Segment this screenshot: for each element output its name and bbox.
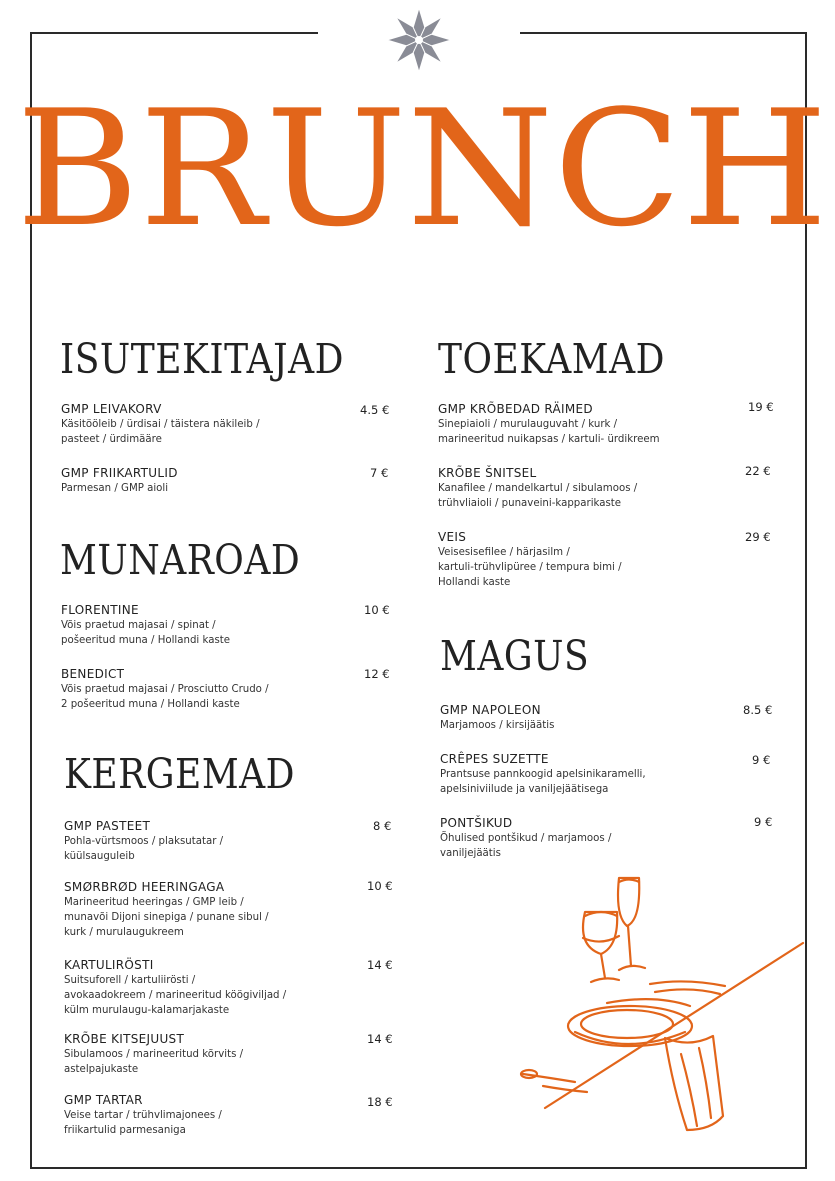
item-name: FLORENTINE: [61, 603, 139, 617]
section-title-magus: MAGUS: [440, 633, 590, 681]
menu-title-text: BRUNCH: [16, 80, 828, 240]
item-price: 7 €: [370, 466, 389, 480]
item-price: 19 €: [748, 400, 774, 414]
item-desc-line: kartuli-trühvlipüree / tempura bimi /: [438, 562, 622, 573]
frame-bottom: [30, 1167, 807, 1169]
item-desc-line: astelpajukaste: [64, 1064, 139, 1075]
item-price: 9 €: [752, 753, 771, 767]
menu-item: [61, 466, 178, 496]
item-desc-line: Sinepiaioli / murulauguvaht / kurk /: [438, 419, 618, 430]
item-desc-line: Käsitööleib / ürdisai / täistera näkileib /: [61, 419, 260, 430]
item-name: GMP NAPOLEON: [440, 703, 541, 717]
item-desc-line: külm murulaugu-kalamarjakaste: [64, 1005, 230, 1016]
item-desc-line: Marjamoos / kirsijäätis: [440, 720, 555, 731]
menu-item: [438, 402, 660, 447]
item-desc-line: Veise tartar / trühvlimajonees /: [64, 1110, 222, 1121]
menu-item: [64, 819, 223, 864]
item-name: PONTŠIKUD: [440, 816, 513, 830]
section-title-toekamad: TOEKAMAD: [438, 336, 665, 384]
item-desc-line: Võis praetud majasai / Prosciutto Crudo /: [61, 684, 269, 695]
section-title-kergemad: KERGEMAD: [64, 751, 296, 799]
item-desc-line: 2 pošeeritud muna / Hollandi kaste: [61, 699, 240, 710]
item-name: CRÊPES SUZETTE: [440, 752, 549, 766]
item-desc-line: trühvliaioli / punaveini-kapparikaste: [438, 498, 622, 509]
menu-item: [440, 752, 646, 797]
menu-item: [61, 667, 269, 712]
item-price: 4.5 €: [360, 403, 390, 417]
item-desc-line: Kanafilee / mandelkartul / sibulamoos /: [438, 483, 638, 494]
menu-item: [64, 1032, 243, 1077]
item-price: 10 €: [367, 879, 393, 893]
item-name: KRÕBE ŠNITSEL: [438, 466, 537, 480]
item-desc-line: apelsiniviilude ja vaniljejäätisega: [440, 784, 609, 795]
item-price: 8 €: [373, 819, 392, 833]
item-price: 9 €: [754, 815, 773, 829]
item-name: KRÕBE KITSEJUUST: [64, 1032, 185, 1046]
item-desc-line: Hollandi kaste: [438, 577, 511, 588]
menu-item: [440, 816, 611, 861]
section-title-isutekitajad: ISUTEKITAJAD: [60, 336, 344, 384]
menu-item: [438, 530, 622, 590]
section-title-munaroad: MUNAROAD: [60, 537, 301, 585]
frame-top-left: [30, 32, 318, 34]
menu-item: [64, 880, 269, 940]
item-desc-line: pošeeritud muna / Hollandi kaste: [61, 635, 231, 646]
item-price: 18 €: [367, 1095, 393, 1109]
item-desc-line: Suitsuforell / kartuliirösti /: [64, 975, 196, 986]
menu-item: [61, 603, 230, 648]
item-desc-line: Õhulised pontšikud / marjamoos /: [440, 833, 612, 844]
item-price: 29 €: [745, 530, 771, 544]
item-price: 22 €: [745, 464, 771, 478]
item-name: GMP KRÕBEDAD RÄIMED: [438, 402, 593, 416]
item-name: GMP TARTAR: [64, 1093, 143, 1107]
menu-title: [14, 80, 834, 240]
item-desc-line: vaniljejäätis: [440, 848, 501, 859]
item-desc-line: Võis praetud majasai / spinat /: [61, 620, 216, 631]
item-desc-line: pasteet / ürdimääre: [61, 434, 162, 445]
item-name: VEIS: [438, 530, 467, 544]
item-desc-line: munavõi Dijoni sinepiga / punane sibul /: [64, 912, 269, 923]
menu-item: [440, 703, 554, 733]
item-desc-line: Prantsuse pannkoogid apelsinikaramelli,: [440, 769, 646, 780]
item-desc-line: küülsauguleib: [64, 851, 135, 862]
item-name: GMP LEIVAKORV: [61, 402, 162, 416]
item-price: 12 €: [364, 667, 390, 681]
item-name: GMP PASTEET: [64, 819, 151, 833]
item-desc-line: Sibulamoos / marineeritud kõrvits /: [64, 1049, 244, 1060]
item-name: KARTULIRÖSTI: [64, 958, 154, 972]
frame-top-right: [520, 32, 806, 34]
star-compass-icon: [385, 6, 453, 74]
menu-item: [64, 1093, 222, 1138]
item-price: 8.5 €: [743, 703, 773, 717]
item-name: BENEDICT: [61, 667, 125, 681]
menu-item: [438, 466, 637, 511]
item-desc-line: avokaadokreem / marineeritud köögiviljad /: [64, 990, 287, 1001]
item-desc-line: Parmesan / GMP aioli: [61, 483, 169, 494]
item-desc-line: Pohla-vürtsmoos / plaksutatar /: [64, 836, 224, 847]
item-desc-line: friikartulid parmesaniga: [64, 1125, 186, 1136]
item-name: GMP FRIIKARTULID: [61, 466, 178, 480]
item-price: 10 €: [364, 603, 390, 617]
item-price: 14 €: [367, 958, 393, 972]
item-desc-line: marineeritud nuikapsas / kartuli- ürdikreem: [438, 434, 660, 445]
item-price: 14 €: [367, 1032, 393, 1046]
item-desc-line: kurk / murulaugukreem: [64, 927, 184, 938]
item-desc-line: Veisesisefilee / härjasilm /: [438, 547, 570, 558]
menu-item: [61, 402, 260, 447]
menu-item: [64, 958, 286, 1018]
wine-glasses-plates-icon: [515, 868, 805, 1150]
item-name: SMØRBRØD HEERINGAGA: [64, 880, 225, 894]
item-desc-line: Marineeritud heeringas / GMP leib /: [64, 897, 244, 908]
